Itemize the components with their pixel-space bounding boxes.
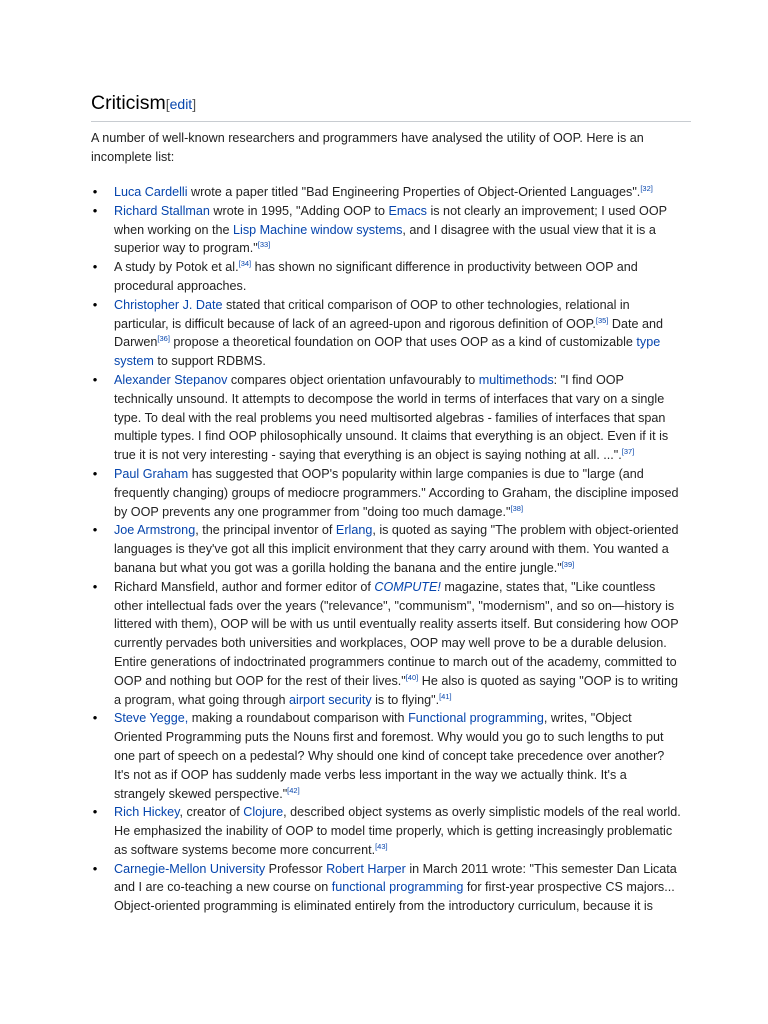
item-text: for first-year prospective CS majors... Object-oriented programming is eliminated entirely from the introductory curriculum, because it is — [114, 880, 675, 914]
link-functional-programming-course[interactable]: functional programming — [331, 880, 464, 895]
item-text: wrote a paper titled "Bad Engineering Properties of Object-Oriented Languages". — [187, 185, 641, 199]
list-item — [91, 183, 681, 202]
link-multimethods[interactable]: multimethods — [478, 372, 554, 387]
bullet-icon — [91, 296, 99, 315]
edit-bracket-open: [ — [165, 96, 170, 112]
item-text: He also is quoted as saying "OOP is to writing a program, what going through — [114, 673, 678, 707]
bullet-icon — [91, 860, 99, 879]
list-item — [91, 860, 681, 916]
list-item — [91, 521, 681, 577]
intro-paragraph: A number of well-known researchers and programmers have analysed the utility of OOP. Here is an incomplete list: — [91, 131, 644, 164]
list-item — [91, 803, 681, 859]
item-text: has suggested that OOP's popularity within large companies is due to "large (and frequently changing) groups of mediocre programmers." According to Graham, the discipline imposed by OOP prevents any one programmer from "doing too much damage." — [114, 466, 679, 519]
edit-bracket-close: ] — [192, 96, 197, 112]
item-text: stated that critical comparison of OOP to other technologies, relational in particular, is difficult because of lack of an agreed-upon and rigorous definition of OOP. — [114, 297, 630, 331]
citation-link[interactable]: [36] — [157, 334, 170, 344]
item-text: , is quoted as saying "The problem with object-oriented languages is they've got all this implicit environment that they carry around with them. You wanted a banana but what you got was a gorilla holding the banana and the entire jungle." — [114, 523, 679, 575]
item-text: , described object systems as overly simplistic models of the real world. He emphasized the inability of OOP to model time properly, which is getting increasingly problematic as software systems become more concurrent. — [114, 805, 681, 857]
citation-link[interactable]: [37] — [621, 446, 635, 456]
citation-link[interactable]: [39] — [561, 559, 575, 569]
item-text: , the principal inventor of — [195, 523, 336, 538]
bullet-icon — [91, 465, 99, 484]
link-lisp-machine-window-systems[interactable]: Lisp Machine window systems — [233, 222, 403, 237]
link-airport-security[interactable]: airport security — [289, 692, 372, 707]
link-carnegie-mellon[interactable]: Carnegie-Mellon University — [114, 861, 266, 876]
item-text: , creator of — [179, 805, 244, 820]
list-item — [91, 578, 681, 710]
link-alexander-stepanov[interactable]: Alexander Stepanov — [114, 372, 228, 387]
item-text: has shown no significant difference in productivity between OOP and procedural approaches. — [114, 260, 638, 293]
item-text: , and I disagree with the usual view that it is a superior way to program." — [114, 222, 656, 256]
citation-link[interactable]: [35] — [595, 315, 609, 325]
item-text: making a roundabout comparison with — [188, 711, 409, 726]
link-clojure[interactable]: Clojure — [243, 805, 284, 820]
item-text: compares object orientation unfavourably to — [227, 372, 479, 387]
list-item — [91, 202, 681, 258]
item-text: wrote in 1995, "Adding OOP to — [209, 203, 389, 218]
item-text: to support RDBMS. — [153, 354, 266, 369]
citation-link[interactable]: [41] — [439, 691, 452, 701]
list-item — [91, 296, 681, 371]
item-text: propose a theoretical foundation on OOP that uses OOP as a kind of customizable — [169, 335, 637, 350]
item-text: is to flying". — [371, 692, 440, 707]
item-text: Richard Mansfield, author and former editor of — [114, 579, 375, 594]
list-item — [91, 371, 681, 465]
bullet-icon — [91, 183, 99, 202]
link-christopher-date[interactable]: Christopher J. Date — [114, 297, 223, 312]
edit-link[interactable]: edit — [169, 96, 193, 112]
section-title: Criticism — [91, 92, 166, 114]
bullet-icon — [91, 803, 99, 822]
list-item — [91, 258, 681, 296]
bullet-icon — [91, 578, 99, 597]
citation-link[interactable]: [38] — [510, 503, 524, 513]
link-rich-hickey[interactable]: Rich Hickey — [114, 805, 180, 820]
link-robert-harper[interactable]: Robert Harper — [326, 861, 406, 876]
item-text: is not clearly an improvement; I used OOP when working on the — [114, 203, 667, 237]
bullet-icon — [91, 258, 99, 277]
bullet-icon — [91, 521, 99, 540]
link-paul-graham[interactable]: Paul Graham — [114, 466, 189, 481]
citation-link[interactable]: [40] — [405, 672, 419, 682]
link-compute-magazine[interactable]: COMPUTE! — [374, 579, 441, 594]
item-text: Professor — [265, 861, 327, 876]
list-item — [91, 465, 681, 521]
citation-link[interactable]: [33] — [257, 240, 271, 250]
item-text: A study by Potok et al. — [114, 260, 239, 275]
link-type-system[interactable]: type system — [114, 335, 661, 369]
citation-link[interactable]: [42] — [287, 785, 300, 795]
section-heading — [91, 90, 691, 122]
item-text: : "I find OOP technically unsound. It attempts to decompose the world in terms of interfaces that vary on a single type. To deal with the real problems you need multisorted algebras - families of interfaces that span multiple types. I find OOP philosophically unsound. It claims that everything is an object. Even if it is true it is not very interesting - saying that everything is an object is saying nothing at all. ...". — [114, 372, 669, 463]
bullet-icon — [91, 202, 99, 221]
link-luca-cardelli[interactable]: Luca Cardelli — [114, 185, 188, 199]
item-text: magazine, states that, "Like countless other intellectual fads over the years ("relevance", "communism", "modernism", and so on—history is littered with them), OOP will be with us until eventually reality asserts itself. But considering how OOP currently pervades both universities and workplaces, OOP may well prove to be a durable delusion. Entire generations of indoctrinated programmers continue to march out of the academy, committed to OOP and nothing but OOP for the rest of their lives." — [114, 579, 679, 688]
citation-link[interactable]: [32] — [640, 183, 653, 193]
citation-link[interactable]: [43] — [375, 841, 388, 851]
link-steve-yegge[interactable]: Steve Yegge, — [114, 711, 189, 726]
bullet-icon — [91, 709, 99, 728]
link-joe-armstrong[interactable]: Joe Armstrong — [114, 523, 196, 538]
item-text: in March 2011 wrote: "This semester Dan Licata and I are co-teaching a new course on — [114, 861, 677, 895]
item-text: Date and Darwen — [114, 316, 664, 350]
list-item — [91, 709, 681, 803]
link-richard-stallman[interactable]: Richard Stallman — [114, 203, 210, 218]
citation-link[interactable]: [34] — [238, 259, 252, 268]
link-functional-programming[interactable]: Functional programming — [408, 711, 544, 726]
link-erlang[interactable]: Erlang — [335, 523, 373, 538]
bullet-icon — [91, 371, 99, 390]
criticism-list — [91, 183, 681, 916]
item-text: , writes, "Object Oriented Programming puts the Nouns first and foremost. Why would you go to such lengths to put one part of speech on a pedestal? Why should one kind of concept take precedence over another? It's not as if OOP has suddenly made verbs less important in the way we actually think. It's a strangely skewed perspective." — [114, 711, 665, 801]
link-emacs[interactable]: Emacs — [388, 203, 427, 218]
